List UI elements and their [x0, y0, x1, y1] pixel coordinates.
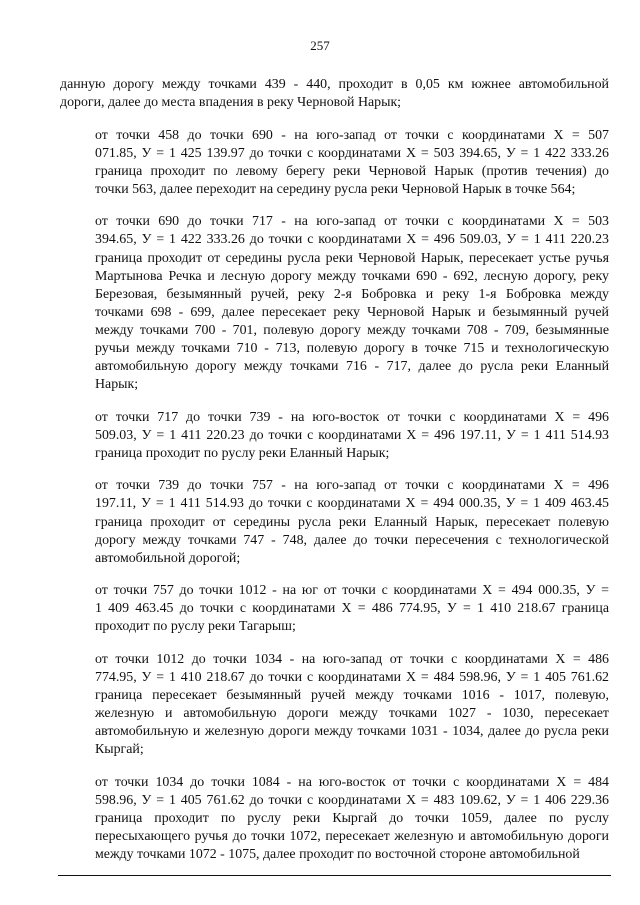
text-line: дорогу между точками 747 - 748, далее до точки пересечения с технологической [95, 532, 609, 548]
text-line: автомобильную и железную дороги между точками 1031 - 1034, далее до русла реки [95, 724, 609, 740]
text-line: 071.85, У = 1 425 139.97 до точки с координатами Х = 503 394.65, У = 1 422 333.26 [95, 145, 609, 161]
text-line: 197.11, У = 1 411 514.93 до точки с координатами Х = 494 000.35, У = 1 409 463.45 [95, 496, 609, 512]
text-line: автомобильную дорогу между точками 716 - 717, далее до русла реки Еланный [95, 359, 609, 375]
text-line: проходит по руслу реки Тагарыш; [95, 619, 296, 635]
text-line: от точки 690 до точки 717 - на юго-запад от точки с координатами Х = 503 [95, 214, 609, 230]
text-line: железную и автомобильную дороги между точками 1027 - 1030, пересекает [95, 706, 609, 722]
text-line: от точки 717 до точки 739 - на юго-восток от точки с координатами Х = 496 [95, 409, 609, 425]
text-line: точками 698 - 699, далее пересекает реку Черновой Нарык и безымянный ручей [95, 304, 609, 320]
text-line: Мартынова Речка и лесную дорогу между точками 690 - 692, лесную дорогу, реку [95, 268, 609, 284]
text-line: 774.95, У = 1 410 218.67 до точки с координатами Х = 484 598.96, У = 1 405 761.62 [95, 669, 609, 685]
paragraph [60, 774, 609, 864]
text-line: от точки 1012 до точки 1034 - на юго-запад от точки с координатами Х = 486 [95, 651, 609, 667]
paragraph [60, 213, 609, 394]
text-line: 598.96, У = 1 405 761.62 до точки с координатами Х = 483 109.62, У = 1 406 229.36 [95, 792, 609, 808]
text-line: пересыхающего ручья до точки 1072, пересекает железную и автомобильную дороги [95, 829, 609, 845]
text-line: от точки 739 до точки 757 - на юго-запад от точки с координатами Х = 496 [95, 478, 609, 494]
text-line: дороги, далее до места впадения в реку Черновой Нарык; [60, 95, 402, 111]
document-body [60, 76, 609, 879]
text-line: от точки 1034 до точки 1084 - на юго-восток от точки с координатами Х = 484 [95, 774, 609, 790]
text-line: граница проходит от середины русла реки Еланный Нарык, пересекает полевую [95, 514, 609, 530]
text-line: от точки 757 до точки 1012 - на юг от точки с координатами Х = 494 000.35, У = [95, 583, 609, 599]
text-line: между точками 1072 - 1075, далее проходит по восточной стороне автомобильной [95, 847, 580, 863]
paragraph [60, 76, 609, 112]
paragraph [60, 127, 609, 199]
text-line: граница пересекает безымянный ручей между точками 1016 - 1017, полевую, [95, 688, 609, 704]
text-line: данную дорогу между точками 439 - 440, проходит в 0,05 км южнее автомобильной [60, 77, 609, 92]
text-line: граница проходит от середины русла реки Черновой Нарык, пересекает устье ручья [95, 250, 609, 266]
paragraph [60, 477, 609, 567]
text-line: 509.03, У = 1 411 220.23 до точки с координатами Х = 496 197.11, У = 1 411 514.93 [95, 427, 609, 443]
footer-rule [58, 875, 611, 876]
text-line: граница проходит по руслу реки Кыргай до точки 1059, далее по руслу [95, 811, 609, 827]
text-line: 1 409 463.45 до точки с координатами Х = 486 774.95, У = 1 410 218.67 граница [95, 601, 609, 617]
text-line: между точками 700 - 701, полевую дорогу между точками 708 - 709, безымянные [95, 322, 609, 338]
text-line: автомобильной дорогой; [95, 550, 241, 566]
text-line: Кыргай; [95, 742, 144, 758]
paragraph [60, 409, 609, 463]
text-line: Нарык; [95, 377, 139, 393]
text-line: точки 563, далее переходит на середину русла реки Черновой Нарык в точке 564; [95, 181, 576, 197]
text-line: граница проходит по левому берегу реки Черновой Нарык (против течения) до [95, 163, 609, 179]
paragraph [60, 651, 609, 760]
paragraph [60, 582, 609, 636]
text-line: 394.65, У = 1 422 333.26 до точки с координатами Х = 496 509.03, У = 1 411 220.23 [95, 232, 609, 248]
text-line: Березовая, безымянный ручей, реку 2-я Бобровка и реку 1-я Бобровка между [95, 286, 609, 302]
text-line: от точки 458 до точки 690 - на юго-запад от точки с координатами Х = 507 [95, 127, 609, 143]
page-number: 257 [310, 38, 330, 53]
text-line: граница проходит по руслу реки Еланный Нарык; [95, 445, 390, 461]
text-line: ручьи между точками 710 - 713, полевую дорогу в точке 715 и технологическую [95, 341, 609, 356]
